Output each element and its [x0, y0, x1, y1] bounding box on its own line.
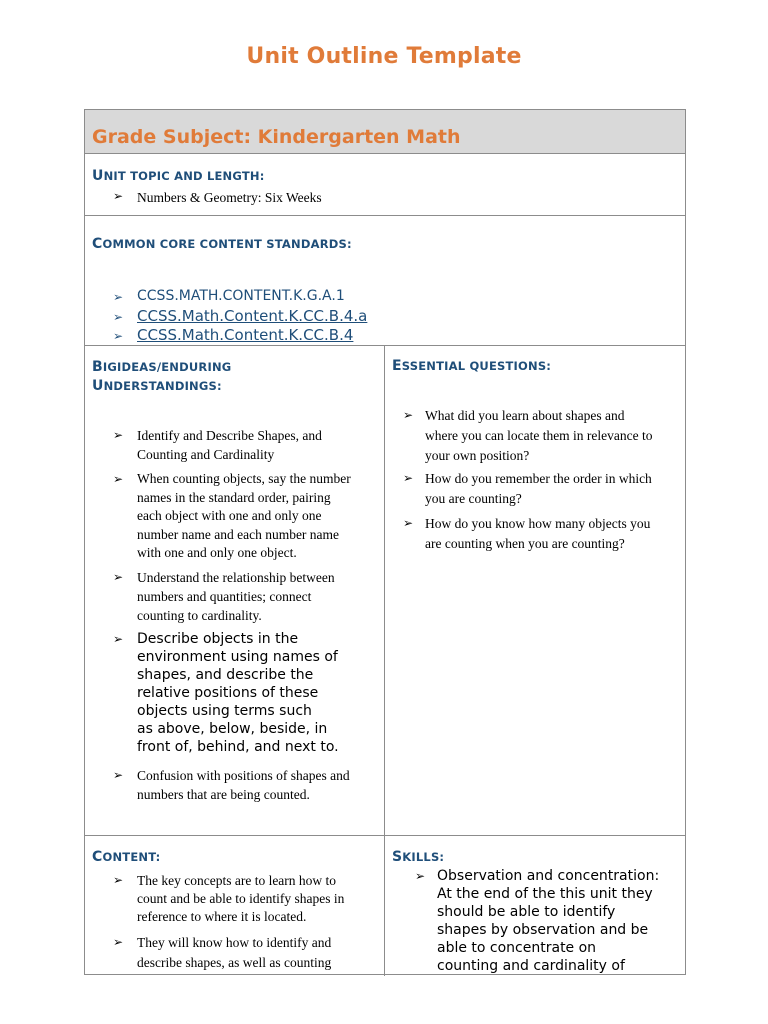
- big-ideas-cell: [85, 346, 384, 835]
- skills-cell: [385, 836, 687, 976]
- arrow-bullet-icon: ➢: [415, 869, 426, 883]
- standard-link[interactable]: CCSS.Math.Content.K.CC.B.4: [137, 326, 354, 344]
- arrow-bullet-icon: ➢: [113, 873, 124, 887]
- big-ideas-heading: BIGIDEAS/ENDURING UNDERSTANDINGS:: [92, 359, 232, 394]
- arrow-bullet-icon: ➢: [113, 570, 124, 584]
- standard-link[interactable]: CCSS.Math.Content.K.CC.B.4.a: [137, 307, 368, 325]
- skills-item: Observation and concentration: At the end of the this unit they should be able to identify shapes by observation and be able to concentrate on counting and cardinality of: [437, 868, 660, 974]
- page-title: Unit Outline Template: [246, 44, 522, 69]
- big-idea-item: Understand the relationship between numbers and quantities; connect counting to cardinality.: [137, 570, 335, 623]
- arrow-bullet-icon: ➢: [113, 310, 124, 324]
- arrow-bullet-icon: ➢: [113, 472, 124, 486]
- big-idea-item: When counting objects, say the number names in the standard order, pairing each object with one and only one number name and each number name with one and only one object.: [137, 471, 351, 560]
- skills-heading: SKILLS:: [392, 849, 445, 865]
- content-heading: CONTENT:: [92, 849, 161, 865]
- grade-subject-row: [85, 110, 685, 154]
- arrow-bullet-icon: ➢: [113, 189, 124, 203]
- standard-item: CCSS.MATH.CONTENT.K.G.A.1: [137, 288, 345, 304]
- arrow-bullet-icon: ➢: [403, 516, 414, 530]
- content-item: The key concepts are to learn how to count and be able to identify shapes in reference to where it is located.: [137, 873, 345, 924]
- essential-question-item: How do you remember the order in which you are counting?: [425, 471, 652, 506]
- unit-topic-item: Numbers & Geometry: Six Weeks: [137, 190, 322, 205]
- arrow-bullet-icon: ➢: [403, 471, 414, 485]
- standards-heading: COMMON CORE CONTENT STANDARDS:: [92, 236, 352, 252]
- big-idea-item: Confusion with positions of shapes and numbers that are being counted.: [137, 768, 350, 802]
- unit-outline-table: [84, 109, 686, 975]
- arrow-bullet-icon: ➢: [113, 428, 124, 442]
- arrow-bullet-icon: ➢: [113, 632, 124, 646]
- arrow-bullet-icon: ➢: [403, 408, 414, 422]
- arrow-bullet-icon: ➢: [113, 290, 124, 304]
- arrow-bullet-icon: ➢: [113, 768, 124, 782]
- big-idea-item: Identify and Describe Shapes, and Counting and Cardinality: [137, 428, 322, 462]
- essential-questions-cell: [385, 346, 687, 835]
- essential-questions-heading: ESSENTIAL QUESTIONS:: [392, 358, 552, 374]
- arrow-bullet-icon: ➢: [113, 329, 124, 343]
- big-idea-item: Describe objects in the environment using names of shapes, and describe the relative positions of these objects using terms such as above, below, beside, in front of, behind, and next to.: [137, 631, 339, 755]
- arrow-bullet-icon: ➢: [113, 935, 124, 949]
- standards-row: [85, 216, 685, 346]
- essential-question-item: How do you know how many objects you are counting when you are counting?: [425, 516, 651, 551]
- content-item: They will know how to identify and describe shapes, as well as counting: [137, 935, 332, 970]
- grade-subject-label: Grade Subject: Kindergarten Math: [92, 126, 461, 148]
- unit-topic-heading: UNIT TOPIC AND LENGTH:: [92, 168, 265, 184]
- content-cell: [85, 836, 384, 976]
- essential-question-item: What did you learn about shapes and where you can locate them in relevance to your own position?: [425, 408, 653, 463]
- unit-topic-row: [85, 154, 685, 216]
